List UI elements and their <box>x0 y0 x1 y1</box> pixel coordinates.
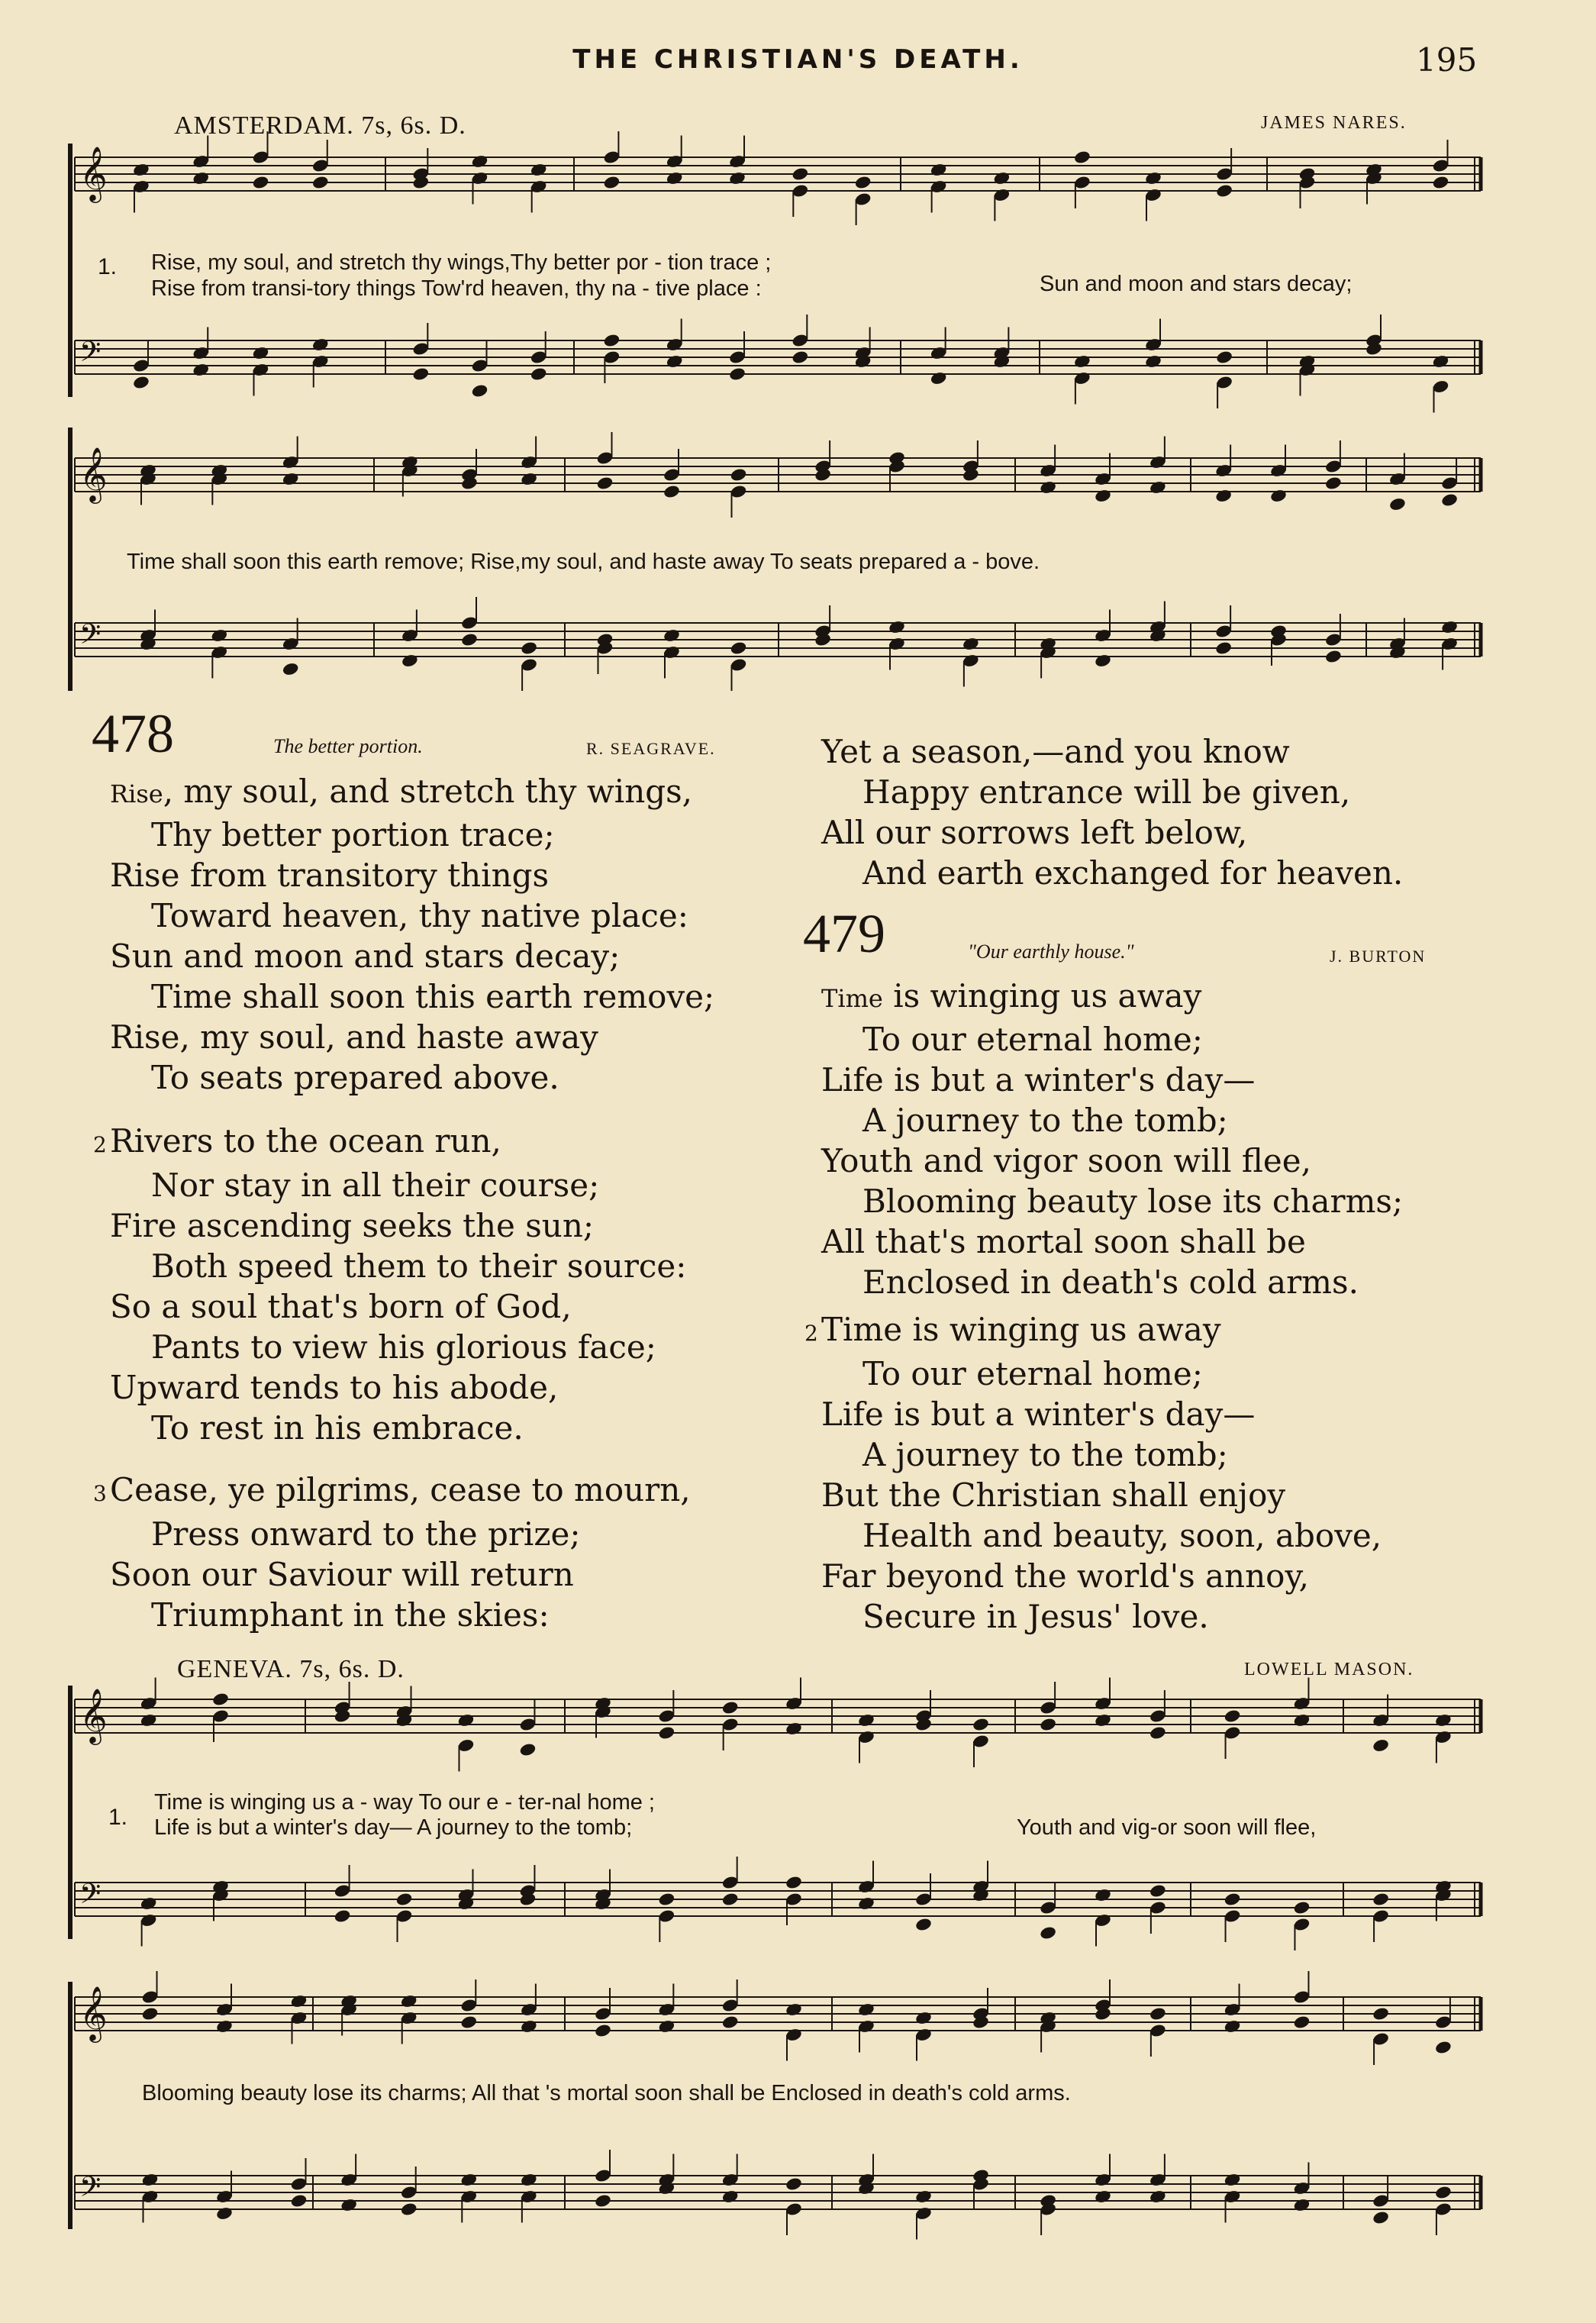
note-head <box>730 640 748 656</box>
note-head <box>857 2002 875 2018</box>
note-head <box>395 1892 414 1907</box>
note-head <box>457 1713 476 1728</box>
tune-title-amsterdam: AMSTERDAM. 7s, 6s. D. <box>174 111 466 140</box>
treble-clef-icon: 𝄞 <box>79 446 108 502</box>
tune1-lyrics-line-a: Rise, my soul, and stretch thy wings,Thy better por - tion trace ; <box>151 250 772 275</box>
note-head <box>785 1721 803 1737</box>
note-head <box>1434 2185 1453 2200</box>
note-head <box>1224 2173 1242 2188</box>
note-head <box>721 2189 740 2205</box>
note-head <box>1224 2019 1242 2034</box>
note-head <box>1144 171 1162 186</box>
tune1-lyrics-line-c: Sun and moon and stars decay; <box>1040 272 1353 296</box>
note-head <box>914 1917 933 1932</box>
hymn479-verse-2: 2Time is winging us away To our eternal home; Life is but a winter's day— A journey to the tomb; But the Christian shall enjoy Health and beauty, soon, above, Far beyond the world's annoy, Secure in Jesus' love. <box>804 1311 1382 1635</box>
hymn479-verse-1: Time is winging us away To our eternal home; Life is but a winter's day— A journey to the tomb; Youth and vigor soon will flee, Blooming beauty lose its charms; All that's mortal soon shall be Enclosed in death's cold arms. <box>821 977 1404 1301</box>
tune2-verse-number: 1. <box>108 1805 128 1830</box>
note-head <box>252 175 270 190</box>
tune2-lyrics-line-c: Youth and vig-or soon will flee, <box>1017 1815 1317 1840</box>
note-head <box>1039 480 1057 495</box>
note-head <box>785 2002 803 2018</box>
note-head <box>311 175 330 190</box>
note-head <box>400 1994 418 2009</box>
page-number: 195 <box>1416 41 1478 79</box>
composer-nares: JAMES NARES. <box>1261 113 1407 133</box>
note-head <box>140 1713 158 1728</box>
hymn479-subtitle: "Our earthly house." <box>968 940 1134 963</box>
note-head <box>658 2019 676 2034</box>
note-head <box>930 163 948 178</box>
note-head <box>1293 1900 1311 1915</box>
note-head <box>1215 350 1233 365</box>
note-head <box>211 628 229 644</box>
hymn-number-478: 478 <box>92 703 174 764</box>
note-head <box>666 354 684 369</box>
note-head <box>1434 1713 1453 1728</box>
note-head <box>1432 354 1450 369</box>
note-head <box>1149 1883 1167 1899</box>
note-head <box>1215 183 1233 198</box>
note-head <box>1073 150 1091 165</box>
note-head <box>412 366 430 382</box>
hymn479-author: J. BURTON <box>1330 947 1427 966</box>
tune1-lyrics-bottom: Time shall soon this earth remove; Rise,my soul, and haste away To seats prepared a - bove. <box>127 550 1040 574</box>
bass-clef-icon: 𝄢 <box>79 336 102 375</box>
note-head <box>785 2176 803 2192</box>
note-head <box>658 1725 676 1741</box>
note-head <box>594 2193 612 2208</box>
note-head <box>1440 620 1459 635</box>
note-head <box>594 2023 612 2038</box>
note-head <box>854 175 872 190</box>
note-head <box>1094 2189 1112 2205</box>
note-head <box>1440 492 1459 508</box>
note-head <box>1094 1888 1112 1903</box>
note-head <box>914 2189 933 2205</box>
note-head <box>888 620 906 635</box>
note-head <box>914 2011 933 2026</box>
treble-clef-icon: 𝄞 <box>79 1985 108 2041</box>
note-head <box>1372 1892 1390 1907</box>
note-head <box>930 371 948 386</box>
note-head <box>1094 1713 1112 1728</box>
note-head <box>132 375 150 390</box>
note-head <box>1372 2210 1390 2225</box>
note-head <box>1293 2198 1311 2213</box>
drop-word: Rise <box>110 779 163 808</box>
note-head <box>1144 354 1162 369</box>
note-head <box>728 171 746 186</box>
note-head <box>721 1700 740 1715</box>
note-head <box>1224 1892 1242 1907</box>
note-head <box>252 346 270 361</box>
tune2-lyrics-bottom: Blooming beauty lose its charms; All that 's mortal soon shall be Enclosed in death's cold arms. <box>142 2081 1071 2105</box>
note-head <box>311 337 330 353</box>
note-head <box>596 476 614 491</box>
hymn478-author: R. SEAGRAVE. <box>586 739 716 758</box>
note-head <box>1073 354 1091 369</box>
note-head <box>1372 1738 1390 1754</box>
note-head <box>519 1742 537 1757</box>
note-head <box>471 383 489 398</box>
note-head <box>666 171 684 186</box>
note-head <box>1224 1708 1242 1724</box>
note-head <box>1372 2006 1390 2021</box>
hymn478-verse-2: 2Rivers to the ocean run, Nor stay in all their course; Fire ascending seeks the sun; Both speed them to their source: So a soul that's born of God, Pants to view his glorious face; Upward tends to his abode, To rest in his embrace. <box>93 1122 687 1447</box>
note-head <box>141 2173 160 2188</box>
note-head <box>785 1875 803 1890</box>
note-head <box>1432 175 1450 190</box>
note-head <box>1039 1717 1057 1732</box>
hymn478-verse-3: 3Cease, ye pilgrims, cease to mourn, Press onward to the prize; Soon our Saviour will return Triumphant in the skies: <box>93 1471 691 1634</box>
note-head <box>520 472 538 487</box>
note-head <box>282 472 300 487</box>
tune1-verse-number: 1. <box>98 254 118 279</box>
note-head <box>1324 649 1343 664</box>
note-head <box>141 2006 160 2021</box>
note-head <box>1214 640 1233 656</box>
bass-clef-icon: 𝄢 <box>79 618 102 657</box>
hymn-number-479: 479 <box>803 903 885 964</box>
note-head <box>192 363 210 378</box>
note-head <box>663 484 681 499</box>
note-head <box>340 2198 358 2213</box>
tune2-lyrics-line-b: Life is but a winter's day— A journey to the tomb; <box>154 1815 633 1840</box>
note-head <box>290 1994 308 2009</box>
note-head <box>471 154 489 169</box>
hymn478-verse-3-cont: Yet a season,—and you know Happy entrance will be given, All our sorrows left below, And earth exchanged for heaven. <box>821 733 1404 892</box>
note-head <box>1094 653 1112 669</box>
note-head <box>1269 489 1288 504</box>
note-head <box>334 1908 352 1924</box>
note-head <box>1293 1713 1311 1728</box>
note-head <box>459 2173 478 2188</box>
tune-title-geneva: GENEVA. 7s, 6s. D. <box>177 1655 405 1683</box>
bass-clef-icon: 𝄢 <box>79 1878 102 1917</box>
note-head <box>460 632 479 647</box>
note-head <box>1149 480 1167 495</box>
note-head <box>282 662 300 677</box>
note-head <box>459 2015 478 2030</box>
composer-mason: LOWELL MASON. <box>1244 1660 1414 1679</box>
note-head <box>1149 2006 1167 2021</box>
treble-clef-icon: 𝄞 <box>79 145 108 201</box>
note-head <box>1324 476 1343 491</box>
note-head <box>1293 2015 1311 2030</box>
note-head <box>1149 2189 1167 2205</box>
tune2-lyrics-line-a: Time is winging us a - way To our e - ter-nal home ; <box>154 1790 655 1815</box>
note-head <box>400 2202 418 2217</box>
note-head <box>792 350 810 365</box>
note-head <box>993 171 1011 186</box>
note-head <box>721 1892 740 1907</box>
note-head <box>530 366 548 382</box>
running-header: THE CHRISTIAN'S DEATH. <box>572 44 1024 75</box>
note-head <box>1149 1725 1167 1741</box>
note-head <box>520 640 538 656</box>
note-head <box>1434 2040 1453 2055</box>
note-head <box>663 628 681 644</box>
tune1-lyrics-line-b: Rise from transi-tory things Tow'rd heaven, thy na - tive place : <box>151 276 762 301</box>
note-head <box>857 1713 875 1728</box>
note-head <box>857 1896 875 1912</box>
note-head <box>1388 497 1407 512</box>
note-head <box>728 366 746 382</box>
drop-word: Time <box>821 984 883 1013</box>
note-head <box>1094 489 1112 504</box>
note-head <box>972 1717 990 1732</box>
treble-clef-icon: 𝄞 <box>79 1687 108 1743</box>
note-head <box>290 2193 308 2208</box>
note-head <box>792 166 810 182</box>
note-head <box>520 2019 538 2034</box>
note-head <box>603 175 621 190</box>
note-head <box>211 1692 230 1707</box>
note-head <box>530 163 548 178</box>
note-head <box>658 1892 676 1907</box>
note-head <box>140 1896 158 1912</box>
note-head <box>132 163 150 178</box>
note-head <box>401 653 419 669</box>
bass-clef-icon: 𝄢 <box>79 2171 102 2210</box>
note-head <box>215 2206 234 2221</box>
note-head <box>730 467 748 482</box>
note-head <box>721 2015 740 2030</box>
note-head <box>192 171 210 186</box>
note-head <box>603 333 621 348</box>
note-head <box>962 637 980 652</box>
note-head <box>1039 1925 1057 1941</box>
note-head <box>1214 489 1233 504</box>
note-head <box>520 2173 538 2188</box>
hymn478-verse-1: Rise, my soul, and stretch thy wings, Thy better portion trace; Rise from transitory things Toward heaven, thy native place: Sun and moon and stars decay; Time shall soon this earth remove; Rise, my soul, and haste away To seats prepared above. <box>110 773 715 1096</box>
note-head <box>215 2019 234 2034</box>
hymn478-subtitle: The better portion. <box>273 735 423 757</box>
